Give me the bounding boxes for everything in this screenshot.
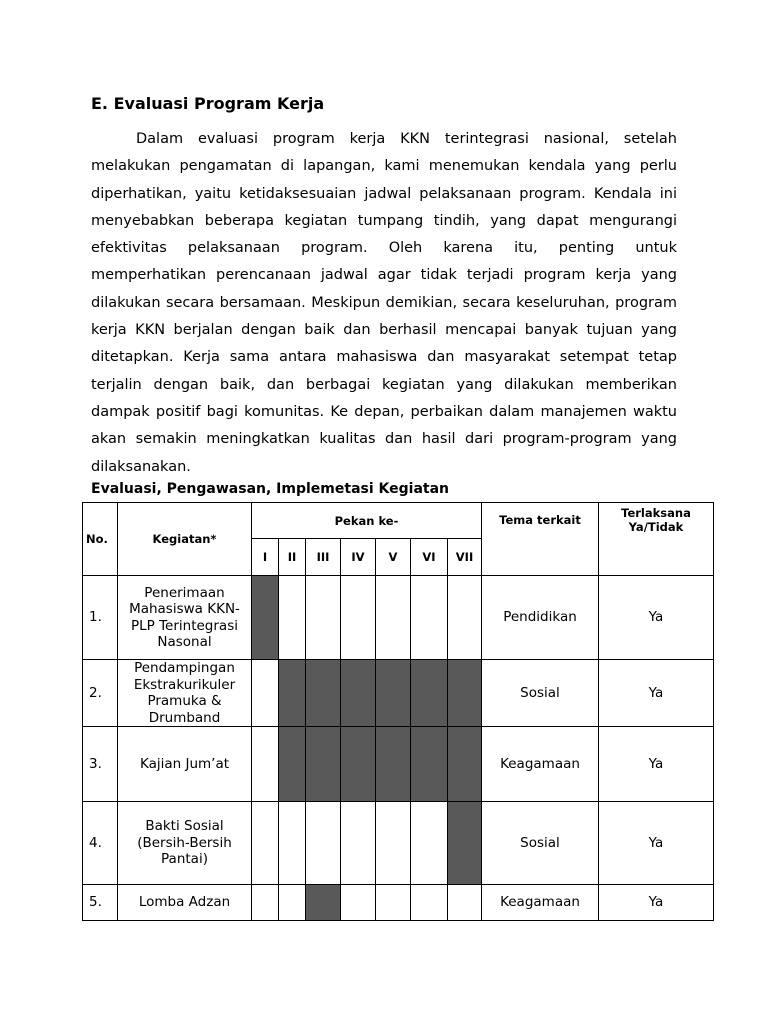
row-number: 1. <box>83 576 118 660</box>
week-cell-active <box>341 727 376 802</box>
row-number: 3. <box>83 727 118 802</box>
table-row <box>83 727 714 802</box>
header-week: VII <box>448 539 482 576</box>
tema-cell: Pendidikan <box>482 576 599 660</box>
tema-cell: Keagamaan <box>482 727 599 802</box>
table-row <box>83 885 714 921</box>
week-cell-empty <box>252 802 279 885</box>
week-cell-active <box>306 660 341 727</box>
header-kegiatan: Kegiatan* <box>118 503 252 576</box>
row-number: 4. <box>83 802 118 885</box>
week-cell-active <box>448 802 482 885</box>
terlaksana-cell: Ya <box>599 727 714 802</box>
week-cell-empty <box>341 885 376 921</box>
week-cell-empty <box>411 885 448 921</box>
kegiatan-cell: Lomba Adzan <box>118 885 252 921</box>
table-row <box>83 660 714 727</box>
terlaksana-cell: Ya <box>599 885 714 921</box>
kegiatan-cell: Pendampingan Ekstrakurikuler Pramuka & Drumband <box>118 660 252 727</box>
section-heading: E. Evaluasi Program Kerja <box>91 94 325 113</box>
kegiatan-cell: Penerimaan Mahasiswa KKN-PLP Terintegrasi Nasonal <box>118 576 252 660</box>
tema-cell: Keagamaan <box>482 885 599 921</box>
week-cell-active <box>376 660 411 727</box>
week-cell-empty <box>376 802 411 885</box>
week-cell-empty <box>448 576 482 660</box>
week-cell-empty <box>252 885 279 921</box>
week-cell-empty <box>376 576 411 660</box>
week-cell-active <box>306 885 341 921</box>
header-week: I <box>252 539 279 576</box>
week-cell-active <box>411 660 448 727</box>
table-row <box>83 802 714 885</box>
kegiatan-cell: Bakti Sosial (Bersih-Bersih Pantai) <box>118 802 252 885</box>
header-pekan: Pekan ke- <box>252 503 482 539</box>
header-week: V <box>376 539 411 576</box>
week-cell-active <box>306 727 341 802</box>
table-title: Evaluasi, Pengawasan, Implemetasi Kegiatan <box>91 481 449 497</box>
terlaksana-cell: Ya <box>599 660 714 727</box>
week-cell-empty <box>306 576 341 660</box>
header-terlaksana: Terlaksana Ya/Tidak <box>599 503 714 576</box>
row-number: 5. <box>83 885 118 921</box>
week-cell-empty <box>341 576 376 660</box>
week-cell-active <box>448 727 482 802</box>
kegiatan-cell: Kajian Jum’at <box>118 727 252 802</box>
header-week: II <box>279 539 306 576</box>
week-cell-active <box>252 576 279 660</box>
tema-cell: Sosial <box>482 802 599 885</box>
header-no: No. <box>83 503 118 576</box>
week-cell-empty <box>341 802 376 885</box>
week-cell-empty <box>279 885 306 921</box>
week-cell-empty <box>279 576 306 660</box>
week-cell-empty <box>411 802 448 885</box>
header-week: VI <box>411 539 448 576</box>
week-cell-empty <box>376 885 411 921</box>
header-week: III <box>306 539 341 576</box>
week-cell-empty <box>252 727 279 802</box>
row-number: 2. <box>83 660 118 727</box>
week-cell-empty <box>306 802 341 885</box>
header-tema: Tema terkait <box>482 503 599 576</box>
table-body <box>83 576 714 921</box>
week-cell-empty <box>448 885 482 921</box>
terlaksana-cell: Ya <box>599 802 714 885</box>
week-cell-empty <box>279 802 306 885</box>
table-row <box>83 576 714 660</box>
week-cell-active <box>448 660 482 727</box>
week-cell-active <box>411 727 448 802</box>
header-week: IV <box>341 539 376 576</box>
week-cell-active <box>376 727 411 802</box>
week-cell-empty <box>411 576 448 660</box>
tema-cell: Sosial <box>482 660 599 727</box>
evaluation-table <box>82 502 714 921</box>
week-cell-empty <box>252 660 279 727</box>
evaluation-paragraph: Dalam evaluasi program kerja KKN terintegrasi nasional, setelah melakukan pengamatan di lapangan, kami menemukan kendala yang perlu diperhatikan, yaitu ketidaksesuaian jadwal pelaksanaan program. Kendala ini menyebabkan beberapa kegiatan tumpang tindih, yang dapat mengurangi efektivitas pelaksanaan program. Oleh karena itu, penting untuk memperhatikan perencanaan jadwal agar tidak terjadi program kerja yang dilakukan secara bersamaan. Meskipun demikian, secara keseluruhan, program kerja KKN berjalan dengan baik dan berhasil mencapai banyak tujuan yang ditetapkan. Kerja sama antara mahasiswa dan masyarakat setempat tetap terjalin dengan baik, dan berbagai kegiatan yang dilakukan memberikan dampak positif bagi komunitas. Ke depan, perbaikan dalam manajemen waktu akan semakin meningkatkan kualitas dan hasil dari program-program yang dilaksanakan. <box>91 131 677 475</box>
week-cell-active <box>279 727 306 802</box>
terlaksana-cell: Ya <box>599 576 714 660</box>
week-cell-active <box>341 660 376 727</box>
week-cell-active <box>279 660 306 727</box>
